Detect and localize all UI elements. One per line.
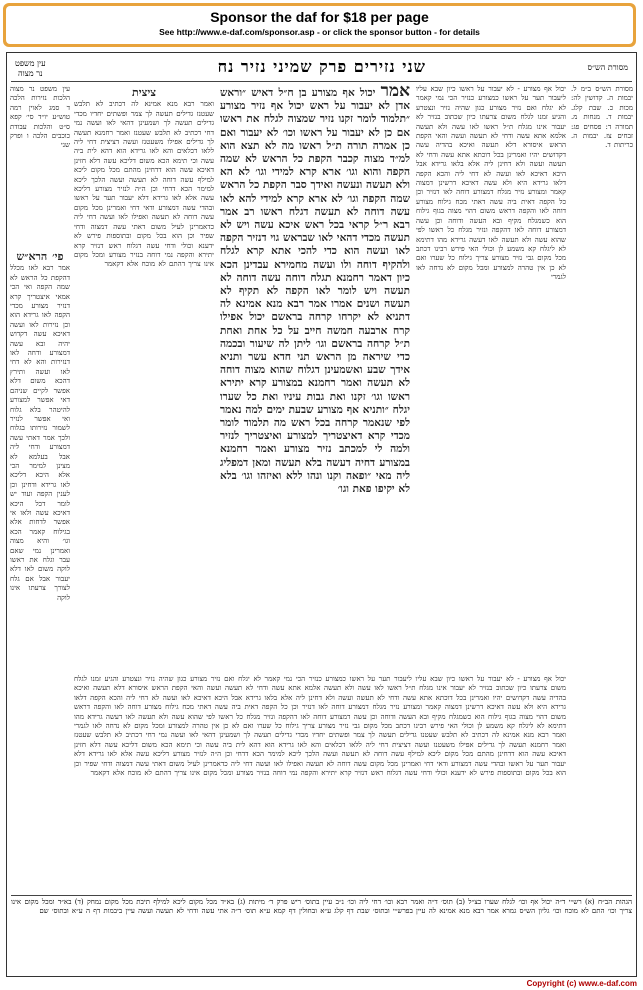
gemara-opening-word: אמר	[380, 85, 410, 101]
copyright-link[interactable]: Copyright (c) www.e-daf.com	[526, 979, 637, 988]
left-edge-column: עין משפט נר מצוה הלכות נזירות הלכה ד סמג לאוין רמה טוש״ע יו״ד סי׳ קפא ס״ט והלכות עבודת כוכבים הלכה ו ופרק שני	[10, 85, 70, 150]
page-title: שני נזירים פרק שמיני נזיר נח	[217, 57, 426, 76]
lower-tosafot-text: ואמר רבא מנא אמינא לה דכתיב לא תלבש שעטנז גדילים תעשה לך צמר ופשתים יחדיו מכדי גדילים תעשה לך ושמעינן דהאי לאו ועשה נמי דחי דכתיב לא תלבש שעטנז ואמר רחמנא תעשה לך גדילים אפילו משעטנז ועשה דציצית דחי ליה ללאו דכלאים והא לאו גרידא הוא דהא לית ביה עשה וכי תימא הכא משום דליכא עשה דלא חזינן דאיכא עשה הוא דדחינן מהתם מכל מקום ליכא למילף עשה דוחה לא תעשה ועשה הלכך ליכא למימר הכא דדחי וכן ה״ה לנזיר מצורע דליכא עשה אלא לאו גרידא דלא יעבור תער על ראשו ובהדי עשה דמצורע ודאי דחי ואמרינן מכל מקום עשה דוחה לא תעשה ואפילו לאו ועשה דחי ליה כדאמרינן לעיל משום דאתי עשה דמצוה ודחי שפיר וכן הוא בכל מקום ובתוספות פירש לא ידענא וכולי ודחי עשה דגלוח ראש דנזיר קרא יתירא והקפה נמי דוחה בנזיר מצורע ומכל מקום אינו צריך דהתם לא מוכח אלא דקאמר	[74, 731, 566, 778]
rosh-text: אמר רבא לאו מכלל דהקפת כל הראש לא שמה הקפה ואי הכי אמאי איצטריך קרא דנזיר מצורע מכדי הקפה לאו גרידא הוא וכן נזירות לאו ועשה דאיכא עשה דקדוש יהיה ובא עשה דמצורע ודחה לאו דנזירות והא לא דחי לאו ועשה ותירץ דהכא משום דלא אפשר לקיים שניהם דאי אפשר למצורע להיטהר בלא גלוח ואי אפשר לנזיר לשמור נזירותו בגלוח ולכך אמר דאתי עשה דמצורע ודחי ליה אבל בעלמא לא מצינן למימר הכי אלא היכא דליכא לאו גרידא ודחינן וכן לענין הקפה ועוד יש לומר דכל היכא דאיכא עשה ולאו אי אפשר לדחות אלא בגילוח קאמר הכא וגו׳ והיא מצוה ואמרינן נמי שאם עבר וגלח את ראשו לוקה משום לאו דלא יעבור אבל אם גלח לצורך צרעתו אינו לוקה	[10, 264, 70, 602]
rashi-text: יכול אף מצורע - לא יעבור על ראשו כיון שבא עליו ליעבור תער על ראשו כמצורע כנזיר הכי נמי קאמר לא יגלח ואם נזיר מצורע כגון שהיה נזיר ונצטרע והגיע זמנו לגלח משום צרעתו כיון שכתוב בנזיר לא יעבור אינו מגלח ת״ל ראשו לאו עשה ולא תעשה אלמא אתא עשה ודחי לא תעשה ועשה והאי הקפת הראש איסורא דלא תעשה ואיכא בהדיה עשה דקדושים יהיו ואמרינן בכל דוכתא אתא עשה ודחי לא תעשה ועשה ולא דחינן ליה אלא בלאו גרידא אבל היכא דאיכא לאו ועשה לא דחי ליה והכא הקפה דלאו גרידא היא ולא עשה דאיכא דרשינן דמצוה קאמר ומצורע נזיר מגלח דמצורע דוחה לאו דנזיר וכן כל הקפה דאית ביה עשה דאתי מכח גילוח מצורע דוחה לאו והקפה דראש משום דהוי מצוה בגוף גילוח הוא כשמגלח מקיף ובא העשה ודוחה וכן עשה דמצורע דוחה לאו דהקפה ונזיר מגלח כל ראשו לפי שהוא עשה ולא תעשה לאו דעשה גרידא מהו דתימא לא ליגלח קא משמע לן וכולי האי פירש רבינו דכתב מכל מקום גבי נזיר מצורע צריך גילוח כל שערו ואם לא כן אין טהרה למצורע ומכל מקום לא נדחה לאו לגמרי	[416, 85, 566, 282]
gemara-text: יכול אף מצורע בן ח״ל דאיש ״וראש אדן לא יעבור על ראש יכול אף נזיר מצורע ״תלמוד לומר זקנו נזיר שמצוה לגלח את ראשו אם כן לא יעבור על ראשו וכו׳ לא יעבור ואם כן אמרה תורה ת״ל ראשו מה לא תצא הוא למ״ד מצוה קכבר הקפת כל הראש לא שמה הקפה והוא וגו׳ ארא קרא למידי וגו׳ לא הא ולא תעשה ונעשה ואידך סבר הקפת כל הראש שמה הקפה וגו׳ לא ארא קרא למידי להא לאו עשה דוחה לא תעשה דגלח ראשו רב אמר רבא ר״ל קראי בכל ראש איכא עשה ויש לא תעשה מכדי דהאי לאו שבראש גוי דנזיר הקפה לאו ועשה הוא כדי להכי אתא קרא לגלח ולהקיף דוחה ולו ועשה מחמירא עבדינן הכא כיון דאמר רחמנא תגלח דוחה עשה דוחה לא תעשה ויש לומר לאו הקפה לא תקיף לא תעשה ושנים אמרו אמר רבא מנא אמינא לה דתניא לא יקרחו קרחה בראשם יכול אפילו קרח ארבעה חמשה חייב על כל אחת ואחת ת״ל קרחה בראשם וגו׳ ליתן לה שיעור ובכמה כדי שיראה מן הראש תני חדא עשר ותניא אידך שבע ואשמעינן דגלוח שהוא מצוה דוחה לא תעשה ואמר רחמנא במצורע קרא יתירא ראשו וגו׳ זקנו ואת גבות עיניו ואת כל שערו יגלח ״ותניא אף מצורע שבעת ימים למה נאמר לפי שנאמר קרחה בכל ראש מה תלמוד לומר מכדי קרא דאיצטריך למצורע ואיצטריך לנזיר ולמה לי למכתב נזיר מצורע ואמר רחמנא במצורע דחיה דעשה בלא תעשה ומאן דמפליג ליה מאי ״ופאה וקנו ונהו ללא ואיזהו וגו׳ בלא לא יקיפו פאת וגו׳	[220, 87, 410, 496]
bottom-divider	[11, 895, 632, 896]
lower-rashi-text: יכול אף מצורע - לא יעבור על ראשו כיון שבא עליו ליעבור תער על ראשו כמצורע כנזיר הכי נמי קאמר לא יגלח ואם נזיר מצורע כגון שהיה נזיר ונצטרע והגיע זמנו לגלח משום צרעתו כיון שכתוב בנזיר לא יעבור אינו מגלח ת״ל ראשו לאו עשה ולא תעשה אלמא אתא עשה ודחי לא תעשה ועשה והאי הקפת הראש איסורא דלא תעשה ואיכא בהדיה עשה דקדושים יהיו ואמרינן בכל דוכתא אתא עשה ודחי לא תעשה ועשה ולא דחינן ליה אלא בלאו גרידא אבל היכא דאיכא לאו ועשה לא דחי ליה והכא הקפה דלאו גרידא היא ולא עשה דאיכא דרשינן דמצוה קאמר ומצורע נזיר מגלח דמצורע דוחה לאו דנזיר וכן כל הקפה דאית ביה עשה דאתי מכח גילוח מצורע דוחה לאו והקפה דראש משום דהוי מצוה בגוף גילוח הוא כשמגלח מקיף ובא העשה ודוחה וכן עשה דמצורע דוחה לאו דהקפה ונזיר מגלח כל ראשו לפי שהוא עשה ולא תעשה לאו דעשה גרידא מהו דתימא לא ליגלח קא משמע לן וכולי האי פירש רבינו דכתב מכל מקום גבי נזיר מצורע צריך גילוח כל שערו ואם לא כן אין טהרה למצורע ומכל מקום לא נדחה לאו לגמרי	[74, 675, 566, 731]
sponsor-banner-inner	[6, 6, 633, 44]
page-header	[7, 57, 636, 79]
rosh-heading: פי׳ הרא״ש	[16, 250, 64, 263]
right-edge-column: מסורת הש״ס ב״מ ל. יבמות ה. קדושין לה: מכות כ. שבת קלג. יבמות ד. מנחות מ. תמורה ד: פסחים פג: זבחים צז. יבמות ה. כריתות ד.	[571, 85, 633, 150]
lower-commentary	[74, 675, 566, 903]
sponsor-banner-title: Sponsor the daf for $18 per page	[210, 9, 429, 25]
rashi-column	[416, 85, 566, 670]
sponsor-banner[interactable]	[3, 3, 636, 47]
header-left-note-2: נר מצוה	[17, 69, 43, 78]
gemara-text-block	[220, 85, 410, 496]
tosafot-text: ואמר רבא מנא אמינא לה דכתיב לא תלבש שעטנז גדילים תעשה לך צמר ופשתים יחדיו מכדי גדילים תעשה לך ושמעינן דהאי לאו ועשה נמי דחי דכתיב לא תלבש שעטנז ואמר רחמנא תעשה לך גדילים אפילו משעטנז ועשה דציצית דחי ליה ללאו דכלאים והא לאו גרידא הוא דהא לית ביה עשה וכי תימא הכא משום דליכא עשה דלא חזינן דאיכא עשה הוא דדחינן מהתם מכל מקום ליכא למילף עשה דוחה לא תעשה ועשה הלכך ליכא למימר הכא דדחי וכן ה״ה לנזיר מצורע דליכא עשה אלא לאו גרידא דלא יעבור תער על ראשו ובהדי עשה דמצורע ודאי דחי ואמרינן מכל מקום עשה דוחה לא תעשה ואפילו לאו ועשה דחי ליה כדאמרינן לעיל משום דאתי עשה דמצוה ודחי שפיר וכן הוא בכל מקום ובתוספות פירש לא ידענא וכולי ודחי עשה דגלוח ראש דנזיר קרא יתירא והקפה נמי דוחה בנזיר מצורע ומכל מקום אינו צריך דהתם לא מוכח אלא דקאמר	[74, 100, 214, 269]
bottom-notes: הגהות הב״ח (א) רש״י ד״ה יכול אף וכו׳ לגלח שערו כצ״ל (ב) תוס׳ ד״ה ואמר רבא וכו׳ דחי ליה וכו׳ נ״ב עיין בתוס׳ ריש פרק ד׳ מיתות (ג) בא״ד מכל מקום ליכא למילף תיבת מכל מקום נמחק (ד) בא״ד ומכל מקום אינו צריך וכו׳ התם לא מוכח וכו׳ גליון הש״ס גמרא אמר רבא מנא אמינא לה עיין בפרש״י ובתוס׳ שבת דף קלג ע״א ובחולין דף קמא ע״א תוס׳ ד״ה אתי עשה ודחי לא תעשה ועשה עיין ביבמות דף ה ע״א ובתוס׳ שם	[11, 898, 632, 916]
rosh-column	[10, 249, 70, 889]
tosafot-heading: ציצית	[131, 86, 156, 99]
tosafot-column	[74, 85, 214, 670]
sponsor-banner-subtitle[interactable]: See http://www.e-daf.com/sponsor.asp - or click the sponsor button - for details	[159, 27, 480, 37]
talmud-page	[6, 52, 637, 977]
header-divider	[11, 81, 632, 82]
gemara-column	[220, 85, 410, 670]
header-left-note-1: עין משפט	[15, 59, 46, 68]
header-right-note: מסורת הש״ס	[587, 63, 628, 72]
header-left-note	[15, 59, 46, 79]
